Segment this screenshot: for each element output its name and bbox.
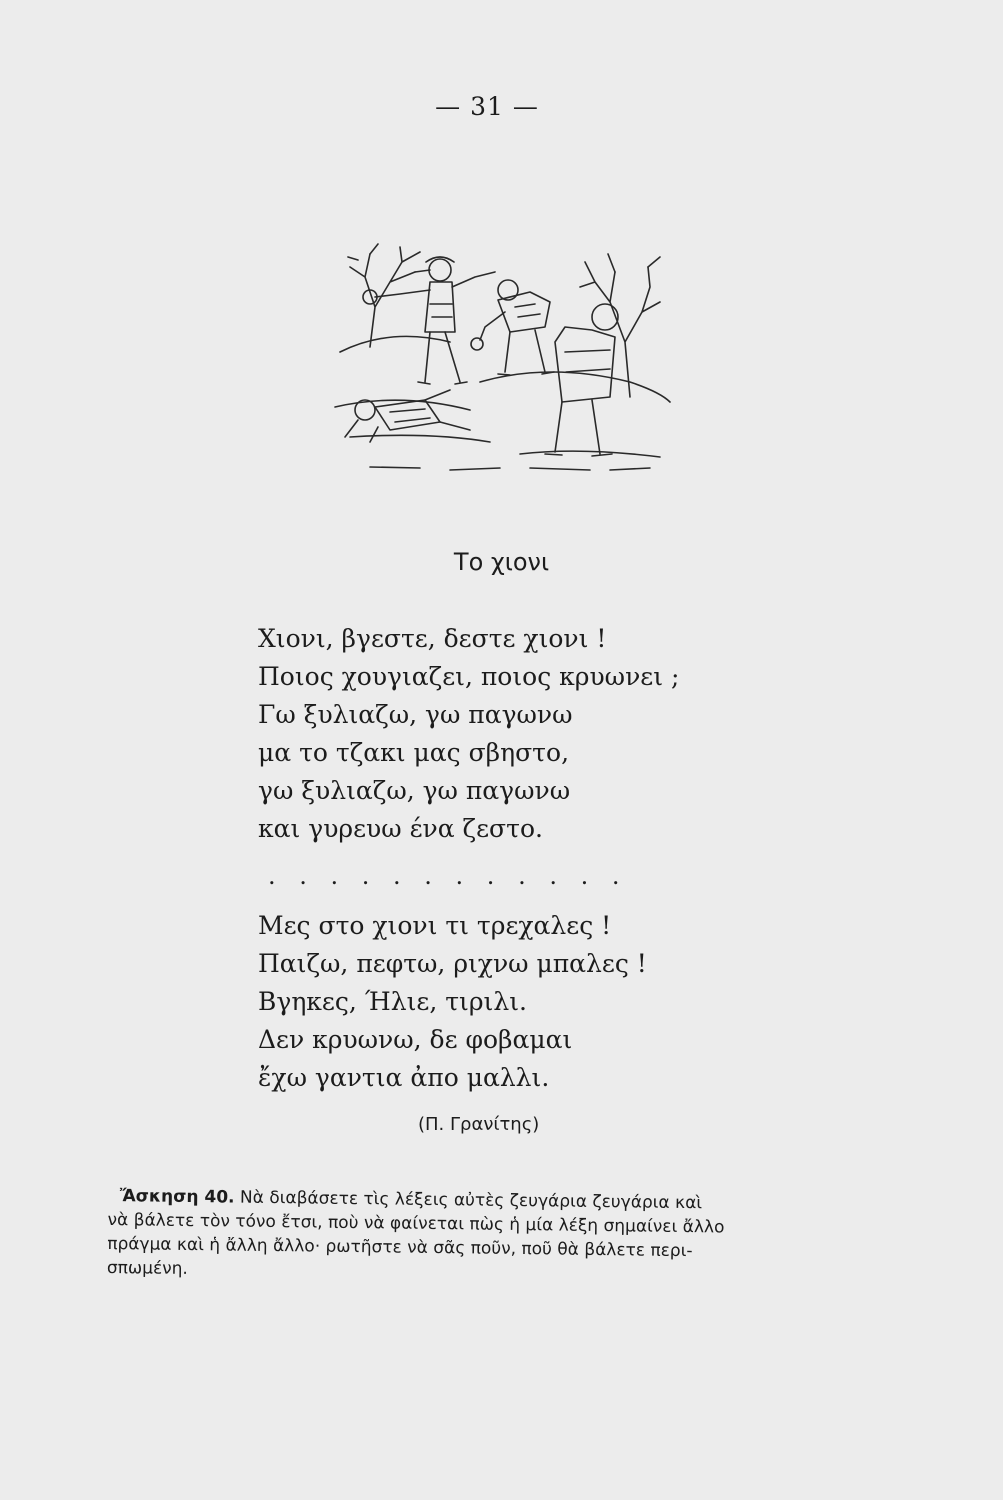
exercise-line: πράγμα καὶ ἡ ἄλλη ἄλλο· ρωτῆστε νὰ σᾶς ποῦν, ποῦ θὰ βάλετε περι- [107, 1233, 693, 1262]
poem-author: (Π. Γρανίτης) [418, 1114, 540, 1135]
poem-line: Βγηκες, Ήλιε, τιριλι. [258, 987, 527, 1016]
snowball-fight-illustration [330, 232, 675, 477]
exercise-line: σπωμένη. [106, 1257, 189, 1279]
poem-line: Ποιος χουγιαζει, ποιος κρυωνει ; [258, 662, 680, 691]
poem-line: και γυρευω ένα ζεστο. [258, 814, 543, 843]
exercise-label: Ἄσκηση 40. [119, 1186, 235, 1208]
poem-line: γω ξυλιαζω, γω παγωνω [258, 776, 571, 805]
poem-line: Χιονι, βγεστε, δεστε χιονι ! [258, 624, 607, 653]
poem-line: Μες στο χιονι τι τρεχαλες ! [258, 911, 612, 940]
poem-line: Δεν κρυωνω, δε φοβαμαι [258, 1025, 573, 1054]
poem-stanza-1 [258, 620, 679, 848]
poem-line: μα το τζακι μας σβηστο, [258, 738, 570, 767]
exercise-line: νὰ βάλετε τὸν τόνο ἔτσι, ποὺ νὰ φαίνεται πὼς ἡ μία λέξη σημαίνει ἄλλο [107, 1209, 725, 1238]
exercise-block [107, 1184, 828, 1289]
stanza-separator: . . . . . . . . . . . . [268, 862, 628, 890]
page-number: — 31 — [435, 92, 539, 121]
poem-stanza-2 [258, 907, 647, 1097]
poem-line: Παιζω, πεφτω, ριχνω μπαλες ! [258, 949, 647, 978]
poem-title: Το χιονι [453, 548, 550, 576]
poem-line: ἔχω γαντια ἀπο μαλλι. [258, 1063, 550, 1092]
exercise-text: Νὰ διαβάσετε τὶς λέξεις αὐτὲς ζευγάρια ζευγάρια καὶ [239, 1187, 703, 1214]
poem-line: Γω ξυλιαζω, γω παγωνω [258, 700, 573, 729]
